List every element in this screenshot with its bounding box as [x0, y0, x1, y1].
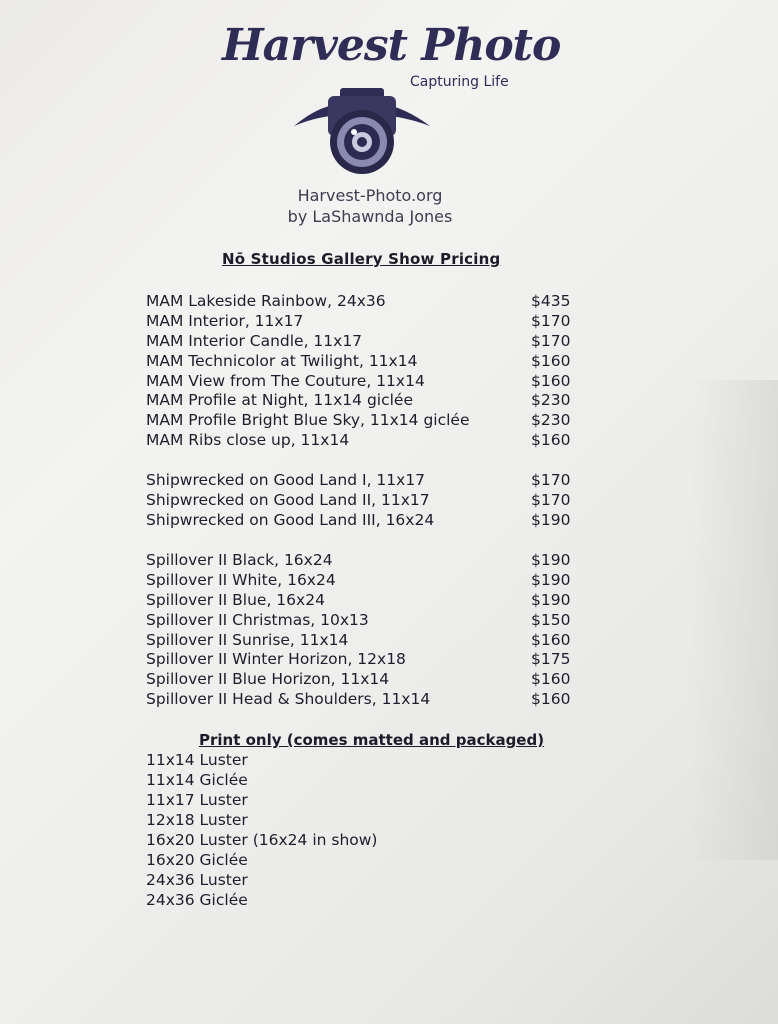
item-price: $170: [531, 311, 571, 330]
item-price: $160: [531, 690, 571, 709]
list-item: [146, 292, 586, 312]
list-item: [146, 650, 586, 670]
list-item: [146, 332, 586, 352]
item-name: Shipwrecked on Good Land I, 11x17: [146, 471, 426, 489]
list-item: [146, 611, 586, 631]
item-name: Spillover II Blue, 16x24: [146, 590, 325, 609]
item-name: Spillover II Head & Shoulders, 11x14: [146, 690, 431, 709]
list-item: [146, 372, 586, 392]
item-price: $150: [531, 610, 571, 629]
item-price: $170: [531, 490, 571, 509]
page-title: Nō Studios Gallery Show Pricing: [222, 250, 501, 268]
print-option: 11x17 Luster: [146, 791, 248, 809]
list-item: [146, 471, 586, 491]
list-item: [146, 631, 586, 651]
item-price: $160: [531, 630, 571, 649]
item-name: Shipwrecked on Good Land III, 16x24: [146, 510, 435, 529]
item-name: Spillover II Black, 16x24: [146, 551, 333, 569]
item-name: MAM Interior, 11x17: [146, 311, 304, 330]
list-item: [146, 511, 586, 531]
print-option: 11x14 Luster: [146, 751, 248, 769]
list-item: [146, 431, 586, 451]
item-name: MAM Ribs close up, 11x14: [146, 431, 350, 450]
item-price: $160: [531, 351, 571, 370]
item-name: Spillover II Sunrise, 11x14: [146, 630, 349, 649]
print-option: 16x20 Giclée: [146, 851, 248, 869]
item-price: $170: [531, 331, 571, 350]
item-price: $170: [531, 471, 571, 489]
list-item: [146, 571, 586, 591]
item-name: Spillover II Christmas, 10x13: [146, 610, 369, 629]
item-price: $190: [531, 551, 571, 569]
byline: by LaShawnda Jones: [287, 207, 453, 226]
print-option: 11x14 Giclée: [146, 771, 248, 789]
list-item: [146, 391, 586, 411]
list-item: [146, 551, 586, 571]
list-item: [146, 670, 586, 690]
item-price: $190: [531, 510, 571, 529]
print-only-heading: Print only (comes matted and packaged): [199, 731, 545, 749]
item-price: $190: [531, 570, 571, 589]
camera-logo-icon: [292, 82, 432, 177]
item-price: $160: [531, 371, 571, 390]
logo-tagline: Capturing Life: [410, 74, 509, 90]
print-option: 16x20 Luster (16x24 in show): [146, 831, 378, 849]
item-price: $435: [531, 292, 571, 310]
list-item: [146, 491, 586, 511]
item-name: Spillover II Winter Horizon, 12x18: [146, 650, 406, 669]
item-price: $160: [531, 670, 571, 689]
item-name: MAM Technicolor at Twilight, 11x14: [146, 351, 418, 370]
item-name: Spillover II Blue Horizon, 11x14: [146, 670, 390, 689]
print-option: 12x18 Luster: [146, 811, 248, 829]
print-option: 24x36 Luster: [146, 871, 248, 889]
item-price: $190: [531, 590, 571, 609]
item-name: MAM View from The Couture, 11x14: [146, 371, 425, 390]
item-name: MAM Profile Bright Blue Sky, 11x14 giclée: [146, 411, 470, 430]
logo-title: Harvest Photo: [222, 20, 561, 71]
list-item: [146, 411, 586, 431]
item-name: Spillover II White, 16x24: [146, 570, 336, 589]
item-name: Shipwrecked on Good Land II, 11x17: [146, 490, 430, 509]
price-group-shipwrecked: [146, 471, 586, 531]
price-group-spillover: [146, 551, 586, 710]
item-name: MAM Profile at Night, 11x14 giclée: [146, 391, 413, 410]
print-only-list: [146, 751, 377, 911]
item-name: MAM Lakeside Rainbow, 24x36: [146, 292, 386, 310]
website-link: Harvest-Photo.org: [297, 186, 443, 205]
item-price: $175: [531, 650, 571, 669]
list-item: [146, 312, 586, 332]
print-option: 24x36 Giclée: [146, 891, 248, 909]
list-item: [146, 352, 586, 372]
price-group-mam: [146, 292, 586, 451]
list-item: [146, 690, 586, 710]
item-price: $230: [531, 411, 571, 430]
item-price: $160: [531, 431, 571, 450]
item-price: $230: [531, 391, 571, 410]
paper-shadow: [690, 380, 778, 860]
list-item: [146, 591, 586, 611]
item-name: MAM Interior Candle, 11x17: [146, 331, 363, 350]
